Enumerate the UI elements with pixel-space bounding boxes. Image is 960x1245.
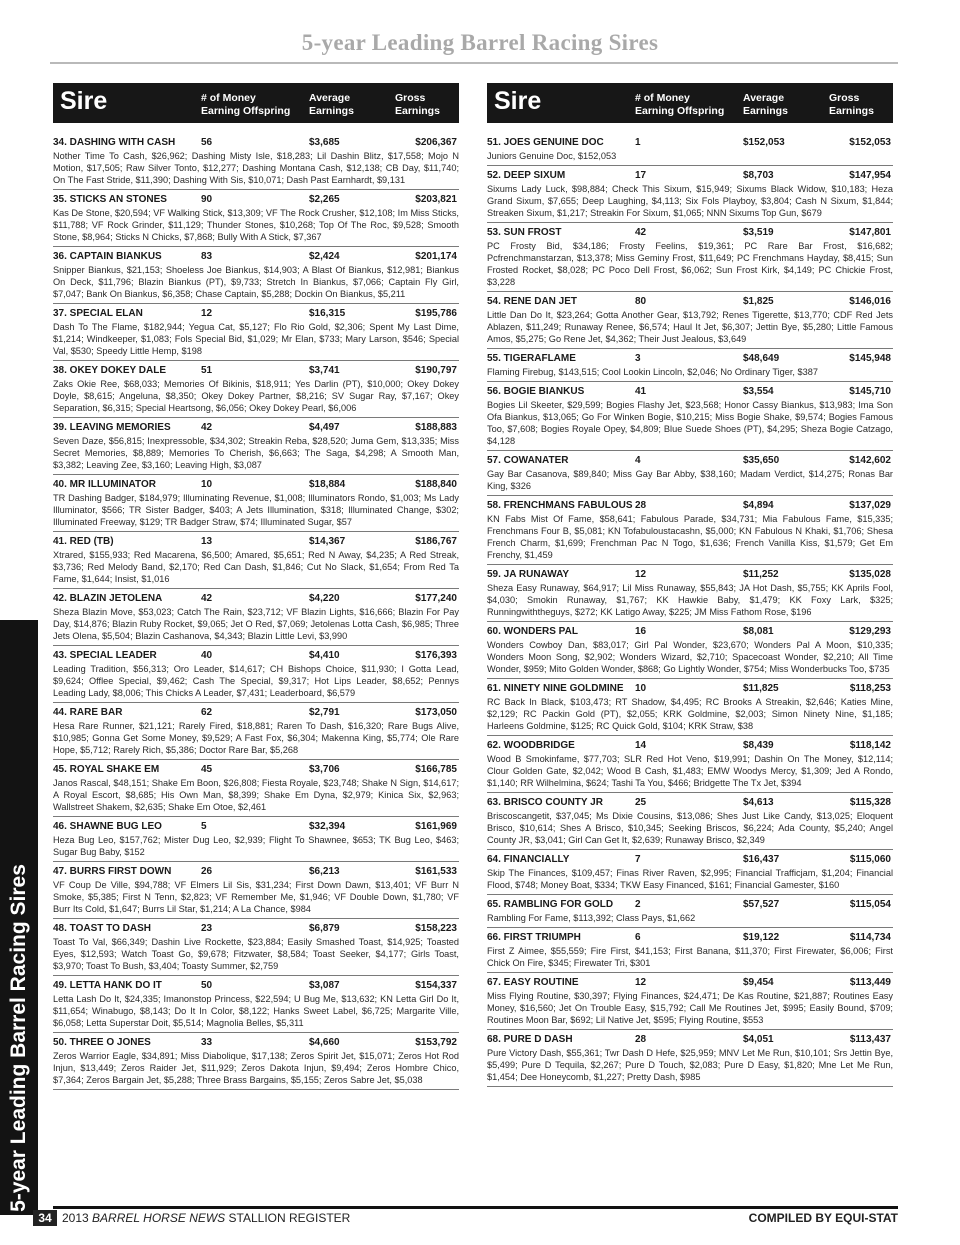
sire-entry	[53, 192, 459, 247]
average-earnings: $3,706	[309, 764, 340, 775]
offspring-list: Hesa Rare Runner, $21,121; Rarely Fired, $18,881; Raren To Dash, $16,320; Rare Bugs Alive, $10,985; Gonna Get Some Money, $9,529; A Fast Fox, $6,304; Makenna King, $5,774; Ole Rare Hope, $5,712; Rarely Rich, $5,386; Doctor Rare Bar, $5,268	[53, 721, 459, 755]
sire-entry	[53, 363, 459, 418]
offspring-count: 7	[635, 854, 641, 865]
sire-entry	[53, 534, 459, 589]
sire-name: 59. JA RUNAWAY	[487, 569, 570, 580]
offspring-count: 17	[635, 170, 647, 181]
sire-entry	[487, 738, 893, 793]
header-gross: Gross Earnings	[395, 92, 440, 117]
offspring-list: Sheza Blazin Move, $53,023; Catch The Rain, $23,712; VF Blazin Lights, $16,666; Blazin For Pay Day, $14,876; Blazin Ruby Rocket, $9,065; Jet O Red, $7,069; Jetolenas Lotta Cash, $6,985; Three Jets Olena, $5,504; Blazin Cashanova, $4,343; Blazin Little Levi, $3,990	[53, 607, 459, 641]
offspring-list: Nother Time To Cash, $26,962; Dashing Misty Isle, $18,283; Lil Dashin Blitz, $17,558; Mojo N Motion, $17,505; Raw Silver Tonto, $12,277; Dashing Montana Cash, $12,138; CB Day, $11,740; On The Fast Stride, $11,390; Dashing With Sis, $10,071; Dash Past Earnhardt, $9,131	[53, 151, 459, 185]
sire-row	[487, 499, 893, 513]
sire-row	[53, 649, 459, 663]
sire-name: 36. CAPTAIN BIANKUS	[53, 251, 162, 262]
gross-earnings: $147,801	[849, 227, 891, 238]
gross-earnings: $146,016	[849, 296, 891, 307]
offspring-count: 90	[201, 194, 213, 205]
page-title: 5-year Leading Barrel Racing Sires	[301, 30, 659, 55]
sire-name: 65. RAMBLING FOR GOLD	[487, 899, 614, 910]
sire-name: 49. LETTA HANK DO IT	[53, 980, 162, 991]
footer-magazine: BARREL HORSE NEWS	[92, 1211, 226, 1225]
average-earnings: $3,685	[309, 137, 340, 148]
sire-entry	[487, 795, 893, 850]
footer-register: STALLION REGISTER	[228, 1211, 351, 1225]
sire-name: 62. WOODBRIDGE	[487, 740, 575, 751]
column-header	[53, 83, 459, 123]
gross-earnings: $195,786	[415, 308, 457, 319]
offspring-count: 33	[201, 1037, 213, 1048]
average-earnings: $8,439	[743, 740, 774, 751]
offspring-count: 16	[635, 626, 647, 637]
offspring-count: 13	[201, 536, 213, 547]
sire-row	[53, 592, 459, 606]
gross-earnings: $161,533	[415, 866, 457, 877]
sire-row	[487, 853, 893, 867]
average-earnings: $19,122	[743, 932, 780, 943]
sire-entry	[53, 648, 459, 703]
offspring-list: First Z Aimee, $55,559; Fire First, $41,153; First Banana, $11,370; First Firewater, $6,006; First Chick On Fire, $345; Firewater Tri, $301	[487, 946, 893, 968]
offspring-count: 51	[201, 365, 213, 376]
gross-earnings: $158,223	[415, 923, 457, 934]
sire-name: 47. BURRS FIRST DOWN	[53, 866, 172, 877]
footer-credit: COMPILED BY EQUI-STAT	[748, 1211, 898, 1225]
sire-entry	[53, 762, 459, 817]
gross-earnings: $188,883	[415, 422, 457, 433]
sire-list-left	[53, 135, 459, 1090]
average-earnings: $1,825	[743, 296, 774, 307]
offspring-list: Toast To Val, $66,349; Dashin Live Rockette, $23,884; Easily Smashed Toast, $14,925; Toasted Eyes, $12,593; Watch Toast Go, $9,678; Fitzwater, $8,584; Toast Seeker, $4,177; Girls Toast, $3,970; Toast To Bush, $3,404; Toasty Summer, $2,759	[53, 937, 459, 971]
footer-rule	[53, 1206, 898, 1209]
gross-earnings: $114,734	[849, 932, 891, 943]
sire-name: 44. RARE BAR	[53, 707, 123, 718]
sire-name: 43. SPECIAL LEADER	[53, 650, 157, 661]
title-rule	[50, 62, 898, 64]
average-earnings: $3,554	[743, 386, 774, 397]
header-average: Average Earnings	[743, 92, 788, 117]
sire-entry	[487, 975, 893, 1030]
offspring-count: 12	[635, 569, 647, 580]
sire-name: 40. MR ILLUMINATOR	[53, 479, 156, 490]
average-earnings: $6,213	[309, 866, 340, 877]
sire-name: 57. COWANATER	[487, 455, 569, 466]
offspring-count: 12	[201, 308, 213, 319]
sire-row	[53, 307, 459, 321]
gross-earnings: $113,449	[849, 977, 891, 988]
right-column	[487, 83, 893, 1089]
sire-name: 58. FRENCHMANS FABULOUS	[487, 500, 633, 511]
sire-entry	[487, 351, 893, 382]
offspring-list: Bogies Lil Skeeter, $29,599; Bogies Flashy Jet, $23,568; Honor Cassy Biankus, $13,983; Ima Son Ofa Biankus, $13,065; Go For Winken Bogie, $10,215; Miss Bogie Shake, $9,574; Bogies Famous Too, $7,608; Bogies Royale Opey, $4,809; Blue Suede Shoes (PT), $4,295; Sheza Bogie Catzago, $4,128	[487, 400, 893, 446]
sire-row	[487, 931, 893, 945]
offspring-count: 3	[635, 353, 641, 364]
average-earnings: $152,053	[743, 137, 785, 148]
average-earnings: $3,519	[743, 227, 774, 238]
sire-row	[487, 454, 893, 468]
offspring-count: 28	[635, 1034, 647, 1045]
sire-name: 46. SHAWNE BUG LEO	[53, 821, 162, 832]
sire-entry	[487, 384, 893, 451]
sire-name: 37. SPECIAL ELAN	[53, 308, 143, 319]
sire-name: 60. WONDERS PAL	[487, 626, 578, 637]
gross-earnings: $115,060	[849, 854, 891, 865]
average-earnings: $8,081	[743, 626, 774, 637]
average-earnings: $14,367	[309, 536, 346, 547]
sire-entry	[487, 624, 893, 679]
offspring-list: Zeros Warrior Eagle, $34,891; Miss Diabolique, $17,138; Zeros Spirit Jet, $15,071; Zeros Hot Rod Injun, $13,449; Zeros Raider Jet, $11,929; Zeros Dakota Injun, $9,494; Zeros Hombre Chico, $7,364; Zeros Bargain Jet, $5,288; Three Brass Bargains, $5,155; Zeros Sabre Jet, $5,038	[53, 1051, 459, 1085]
offspring-list: Snipper Biankus, $21,153; Shoeless Joe Biankus, $14,903; A Blast Of Biankus, $12,981; Biankus On Deck, $11,796; Blazin Biankus (PT), $9,733; Stretch In Biankus, $7,066; Captain Fly Girl, $7,047; Bank On Biankus, $6,358; Chase Captain, $5,288; Dockin On Biankus, $5,211	[53, 265, 459, 299]
sire-entry	[53, 864, 459, 919]
sire-row	[53, 979, 459, 993]
gross-earnings: $154,337	[415, 980, 457, 991]
sire-row	[53, 193, 459, 207]
sire-name: 52. DEEP SIXUM	[487, 170, 566, 181]
sire-row	[487, 739, 893, 753]
sire-name: 42. BLAZIN JETOLENA	[53, 593, 163, 604]
average-earnings: $35,650	[743, 455, 780, 466]
offspring-list: Xtrared, $155,933; Red Macarena, $6,500; Amared, $5,651; Red N Away, $4,235; A Red Streak, $3,736; Red Melody Band, $2,170; Red Can Dash, $1,846; Cut No Slack, $1,654; From Red Ta Fame, $1,644; Insist, $1,016	[53, 550, 459, 584]
sire-name: 50. THREE O JONES	[53, 1037, 151, 1048]
offspring-count: 5	[201, 821, 207, 832]
sire-entry	[487, 930, 893, 973]
sire-entry	[53, 135, 459, 190]
offspring-list: Briscoscangetit, $37,045; Ms Dixie Cousins, $13,086; Shes Just Like Candy, $13,025; Eloquent Brisco, $10,614; Shes A Brisco, $10,345; Seeking Briscos, $6,224; Ada County, $5,240; Angel County JR, $3,041; Girl Can Get It, $2,639; Runaway Brisco, $2,349	[487, 811, 893, 845]
sire-row	[487, 136, 893, 150]
offspring-count: 56	[201, 137, 213, 148]
offspring-count: 10	[635, 683, 647, 694]
average-earnings: $11,252	[743, 569, 779, 580]
gross-earnings: $190,797	[415, 365, 457, 376]
column-header	[487, 83, 893, 123]
sire-row	[487, 796, 893, 810]
sire-row	[53, 820, 459, 834]
offspring-count: 42	[201, 593, 213, 604]
header-num-offspring: # of Money Earning Offspring	[201, 92, 291, 117]
sire-name: 48. TOAST TO DASH	[53, 923, 151, 934]
sire-row	[53, 706, 459, 720]
offspring-count: 23	[201, 923, 213, 934]
sire-row	[53, 250, 459, 264]
offspring-list: Sheza Easy Runaway, $64,917; Lil Miss Runaway, $55,843; JA Hot Dash, $5,755; KK Aprils Fool, $4,030; Smokin Runaway, $1,767; KK Hawkie Baby, $1,479; KK Foxy Lark, $325; Runningwiththeguys, $272; KK Latigo Away, $225; JM Miss Fathom Rose, $196	[487, 583, 893, 617]
offspring-list: RC Back In Black, $103,473; RT Shadow, $4,495; RC Brooks A Streakin, $2,646; Katies Mine, $2,129; RC Packin Gold (PT), $2,055; KRK Goldmine, $2,003; Simon Ninety Nine, $1,185; Harleens Goldmine, $125; RC Quick Gold, $104; KRK Straw, $38	[487, 697, 893, 731]
footer-year: 2013	[62, 1211, 89, 1225]
average-earnings: $16,315	[309, 308, 346, 319]
sire-row	[487, 568, 893, 582]
average-earnings: $2,791	[309, 707, 340, 718]
offspring-list: Skip The Finances, $109,457; Finas River Raven, $2,995; Financial Trafficjam, $1,204; Financial Flood, $748; Money Boat, $334; TKW Easy Financed, $161; Financial Gamester, $160	[487, 868, 893, 890]
sire-row	[53, 421, 459, 435]
gross-earnings: $186,767	[415, 536, 457, 547]
offspring-count: 26	[201, 866, 213, 877]
sire-row	[487, 226, 893, 240]
sire-row	[487, 295, 893, 309]
offspring-count: 2	[635, 899, 641, 910]
average-earnings: $9,454	[743, 977, 774, 988]
sire-row	[487, 682, 893, 696]
sire-entry	[487, 294, 893, 349]
gross-earnings: $173,050	[415, 707, 457, 718]
gross-earnings: $115,328	[849, 797, 891, 808]
offspring-list: Zaks Okie Ree, $68,033; Memories Of Bikinis, $18,911; Yes Darlin (PT), $10,000; Okey Dokey Doyle, $8,615; Angeluna, $8,350; Okey Dokey Partner, $8,216; SV Sugar Ray, $7,167; Okey Separation, $6,315; Special Heartsong, $6,056; Okey Dokey Pearl, $6,006	[53, 379, 459, 413]
offspring-list: TR Dashing Badger, $184,979; Illuminating Revenue, $1,008; Illuminators Rondo, $1,003; Ms Lady Illuminator, $566; TR Sister Badger, $403; A Jets Illumination, $318; Illuminated Change, $302; Illuminated Freeway, $129; TR Badger Straw, $74; Illuminated Sugar, $57	[53, 493, 459, 527]
sire-entry	[53, 591, 459, 646]
sire-entry	[487, 168, 893, 223]
offspring-count: 10	[201, 479, 213, 490]
header-sire: Sire	[494, 87, 542, 115]
sire-row	[53, 364, 459, 378]
sire-entry	[53, 978, 459, 1033]
gross-earnings: $115,054	[849, 899, 891, 910]
sire-row	[487, 625, 893, 639]
sire-name: 35. STICKS AN STONES	[53, 194, 167, 205]
sire-entry	[487, 135, 893, 166]
average-earnings: $57,527	[743, 899, 780, 910]
offspring-count: 40	[201, 650, 213, 661]
sire-row	[487, 385, 893, 399]
sire-name: 61. NINETY NINE GOLDMINE	[487, 683, 624, 694]
offspring-count: 42	[201, 422, 213, 433]
offspring-list: Flaming Firebug, $143,515; Cool Lookin Lincoln, $2,046; No Ordinary Tiger, $387	[487, 367, 818, 377]
average-earnings: $4,220	[309, 593, 340, 604]
offspring-count: 83	[201, 251, 213, 262]
header-num-offspring: # of Money Earning Offspring	[635, 92, 725, 117]
average-earnings: $6,879	[309, 923, 340, 934]
sire-row	[487, 1033, 893, 1047]
sire-row	[487, 169, 893, 183]
offspring-count: 80	[635, 296, 647, 307]
offspring-count: 41	[635, 386, 647, 397]
sire-entry	[53, 1035, 459, 1090]
sire-row	[487, 898, 893, 912]
sire-row	[53, 535, 459, 549]
sire-entry	[487, 1032, 893, 1087]
offspring-list: Wood B Smokinfame, $77,703; SLR Red Hot Veno, $19,991; Dashin On The Money, $12,114; Clour Golden Gate, $2,042; Wood B Cash, $1,483; EMW Woodys Mercy, $1,309; Jed A Rondo, $1,140; RR Wilhelmina, $624; Tashi Ta You, $466; Bridgette The Tx Jet, $394	[487, 754, 893, 788]
sire-entry	[487, 681, 893, 736]
average-earnings: $4,613	[743, 797, 774, 808]
offspring-count: 14	[635, 740, 647, 751]
left-column	[53, 83, 459, 1092]
sire-entry	[53, 921, 459, 976]
offspring-list: Gay Bar Casanova, $89,840; Miss Gay Bar Abby, $38,160; Madam Verdict, $14,275; Ronas Bar King, $326	[487, 469, 893, 491]
offspring-list: Kas De Stone, $20,594; VF Walking Stick, $13,309; VF The Rock Crusher, $12,108; Im Miss Sticks, $11,788; VF Rock Grinder, $11,129; Thunder Stones, $10,268; Top Of The Roc, $9,528; Smooth Stone, $8,964; Sticks N Chicks, $7,868; Bully With A Stick, $7,367	[53, 208, 459, 242]
gross-earnings: $137,029	[849, 500, 891, 511]
offspring-list: Leading Tradition, $56,313; Oro Leader, $14,617; CH Bishops Choice, $11,930; I Gotta Lead, $9,624; Offlee Special, $9,462; Cash The Special, $9,317; Hot Lips Leader, $8,652; Pennys Leading Lady, $8,006; This Chicks A Leader, $7,431; Leaderboard, $6,579	[53, 664, 459, 698]
offspring-list: Letta Lash Do It, $24,335; Imanonstop Princess, $22,594; U Bug Me, $13,632; KN Letta Girl Do It, $11,654; Winabugo, $8,143; Do It In Color, $8,122; Hanks Sweet Label, $6,725; Margarite Ville, $6,058; Letta Superstar Doit, $5,514; Magnolia Belles, $5,311	[53, 994, 459, 1028]
offspring-list: Wonders Cowboy Dan, $83,017; Girl Pal Wonder, $23,670; Wonders Pal A Moon, $10,335; Wonders Moon Song, $2,902; Wonders Wizard, $2,710; Spacecoast Wonder, $2,210; All Time Wonder, $959; Mito Golden Wonder, $868; Go Lightly Wonder, $754; Miss Wonderbucks Too, $735	[487, 640, 893, 674]
sire-list-right	[487, 135, 893, 1087]
average-earnings: $4,497	[309, 422, 340, 433]
offspring-list: Sixums Lady Luck, $98,884; Check This Sixum, $15,949; Sixums Black Widow, $10,183; Heza Grand Sixum, $7,655; Deep Laughing, $4,113; Six Fols Playboy, $3,804; Cash N Sixum, $1,844; Streaken Sixum, $1,217; Streakin For Sixum, $1,065; NNN Sixums Top Gun, $679	[487, 184, 893, 218]
gross-earnings: $113,437	[849, 1034, 891, 1045]
offspring-count: 4	[635, 455, 641, 466]
average-earnings: $16,437	[743, 854, 780, 865]
offspring-count: 28	[635, 500, 647, 511]
header-sire: Sire	[60, 87, 108, 115]
gross-earnings: $161,969	[415, 821, 457, 832]
average-earnings: $11,825	[743, 683, 779, 694]
offspring-list: Juniors Genuine Doc, $152,053	[487, 151, 617, 161]
average-earnings: $48,649	[743, 353, 780, 364]
offspring-count: 12	[635, 977, 647, 988]
sire-entry	[53, 306, 459, 361]
gross-earnings: $176,393	[415, 650, 457, 661]
sire-entry	[53, 705, 459, 760]
sire-name: 56. BOGIE BIANKUS	[487, 386, 585, 397]
average-earnings: $2,265	[309, 194, 340, 205]
offspring-list: VF Coup De Ville, $94,788; VF Elmers Lil Sis, $31,234; First Down Dawn, $13,401; VF Burr N Smoke, $5,385; First N Tenn, $2,823; VF Remember Me, $1,946; VF Double Down, $1,780; VF Burr Its Cold, $1,647; Burrs Lil Star, $1,214; A La Chance, $984	[53, 880, 459, 914]
offspring-count: 42	[635, 227, 647, 238]
sire-entry	[487, 852, 893, 895]
offspring-list: Janos Rascal, $48,151; Shake Em Boon, $26,808; Fiesta Royale, $23,748; Shake N Sign, $14,617; A Royal Escort, $8,685; His Own Man, $8,399; Shake Em Dyna, $2,979; Kinica Six, $2,963; Wallstreet Shakem, $2,635; Shake Em Otoe, $2,461	[53, 778, 459, 812]
gross-earnings: $188,840	[415, 479, 457, 490]
gross-earnings: $166,785	[415, 764, 457, 775]
sire-name: 53. SUN FROST	[487, 227, 562, 238]
gross-earnings: $118,142	[849, 740, 891, 751]
gross-earnings: $201,174	[415, 251, 457, 262]
sire-name: 66. FIRST TRIUMPH	[487, 932, 581, 943]
offspring-list: Dash To The Flame, $182,944; Yegua Cat, $5,127; Flo Rio Gold, $2,306; Spent My Last Dime, $1,214; Windkeeper, $1,083; Fols Special Bid, $1,029; Mr Elan, $733; Mary Larson, $546; Special Val, $530; Speedy Little Hemp, $198	[53, 322, 459, 356]
offspring-list: Rambling For Fame, $113,392; Class Pays, $1,662	[487, 913, 696, 923]
offspring-count: 1	[635, 137, 641, 148]
gross-earnings: $118,253	[849, 683, 891, 694]
offspring-list: PC Frosty Bid, $34,186; Frosty Feelins, $19,361; PC Rare Bar Frost, $16,682; Pcfrenchmanstarzan, $13,378; Miss Geminy Frost, $11,649; PC Frenchmans Hayday, $8,415; Sun Frosted Rocket, $8,028; PC Poco Dell Frost, $6,062; Sun Frost Kirk, $4,149; PC Chickie Frost, $3,228	[487, 241, 893, 287]
sire-entry	[487, 225, 893, 292]
offspring-count: 25	[635, 797, 647, 808]
gross-earnings: $147,954	[849, 170, 891, 181]
footer-publication	[62, 1210, 350, 1226]
sire-row	[53, 478, 459, 492]
gross-earnings: $135,028	[849, 569, 891, 580]
offspring-list: KN Fabs Mist Of Fame, $58,641; Fabulous Parade, $34,731; Mia Fabulous Fame, $15,335; Frenchmans Four B, $5,081; KN Tofabuloustacashn, $5,000; KN Fabulous N Khaki, $1,706; Shesa French Charm, $1,699; Frenchman Pac N Togo, $1,636; French Vanilla Kiss, $1,579; Get Em Frenchy, $1,459	[487, 514, 893, 560]
gross-earnings: $153,792	[415, 1037, 457, 1048]
average-earnings: $32,394	[309, 821, 346, 832]
sire-row	[487, 976, 893, 990]
gross-earnings: $203,821	[415, 194, 457, 205]
sire-row	[487, 352, 893, 366]
sire-entry	[487, 897, 893, 928]
sire-name: 55. TIGERAFLAME	[487, 353, 576, 364]
average-earnings: $4,660	[309, 1037, 340, 1048]
average-earnings: $2,424	[309, 251, 340, 262]
sire-row	[53, 136, 459, 150]
sire-row	[53, 1036, 459, 1050]
gross-earnings: $142,602	[849, 455, 891, 466]
offspring-count: 45	[201, 764, 213, 775]
offspring-count: 50	[201, 980, 213, 991]
average-earnings: $8,703	[743, 170, 774, 181]
sire-name: 51. JOES GENUINE DOC	[487, 137, 604, 148]
sire-row	[53, 922, 459, 936]
header-gross: Gross Earnings	[829, 92, 874, 117]
sire-name: 64. FINANCIALLY	[487, 854, 570, 865]
offspring-list: Heza Bug Leo, $157,762; Mister Dug Leo, $2,939; Flight To Shawnee, $653; TK Bug Leo, $463; Sugar Bug Baby, $152	[53, 835, 459, 857]
gross-earnings: $145,948	[849, 353, 891, 364]
average-earnings: $3,741	[309, 365, 340, 376]
average-earnings: $4,410	[309, 650, 340, 661]
sire-entry	[53, 249, 459, 304]
sire-row	[53, 763, 459, 777]
offspring-count: 6	[635, 932, 641, 943]
sire-name: 54. RENE DAN JET	[487, 296, 578, 307]
gross-earnings: $152,053	[849, 137, 891, 148]
sire-entry	[487, 498, 893, 565]
sire-name: 39. LEAVING MEMORIES	[53, 422, 171, 433]
sire-name: 45. ROYAL SHAKE EM	[53, 764, 160, 775]
sire-row	[53, 865, 459, 879]
gross-earnings: $177,240	[415, 593, 457, 604]
average-earnings: $4,051	[743, 1034, 774, 1045]
offspring-list: Miss Flying Routine, $30,397; Flying Finances, $24,471; De Kas Routine, $21,887; Routines Easy Money, $16,560; Jet On Trouble Easy, $15,792; Call Me Routines Jet, $995; Easily Bound, $709; Routines Moon Bar, $692; Lil Native Jet, $595; Flying Routine, $553	[487, 991, 893, 1025]
sire-name: 34. DASHING WITH CASH	[53, 137, 176, 148]
page-number: 34	[33, 1210, 57, 1226]
offspring-list: Pure Victory Dash, $55,361; Twr Dash D Hefe, $25,959; MNV Let Me Run, $10,101; Srs Jettin Bye, $5,499; Pure D Tequila, $2,267; Pure D Touch, $2,083; Pure D Easy, $1,820; Mne Let Me Run, $1,454; Dee Honeycomb, $1,227; Pretty Dash, $985	[487, 1048, 893, 1082]
sire-entry	[53, 819, 459, 862]
sire-name: 41. RED (TB)	[53, 536, 114, 547]
offspring-list: Little Dan Do It, $23,264; Gotta Another Gear, $13,792; Renes Tigerette, $13,770; CDF Red Jets Ablazen, $11,249; Runaway Renee, $6,574; Haul It Jet, $6,307; Jettin Bye, $5,280; Little Famous Amos, $5,275; Go Rene Jet, $4,362; Their Just Jealous, $3,649	[487, 310, 893, 344]
sire-entry	[53, 477, 459, 532]
gross-earnings: $206,367	[415, 137, 457, 148]
offspring-list: Seven Daze, $56,815; Inexpressoble, $34,302; Streakin Reba, $28,520; Juma Gem, $13,335; Miss Secret Memories, $8,889; Memories To Cherish, $6,663; The Saga, $4,298; A Smooth Man, $3,382; Leaving Zee, $3,160; Leaving High, $3,087	[53, 436, 459, 470]
sire-name: 67. EASY ROUTINE	[487, 977, 579, 988]
sire-name: 63. BRISCO COUNTY JR	[487, 797, 603, 808]
average-earnings: $18,884	[309, 479, 346, 490]
sire-entry	[487, 453, 893, 496]
offspring-count: 62	[201, 707, 213, 718]
side-label: 5-year Leading Barrel Racing Sires	[7, 864, 30, 1212]
header-average: Average Earnings	[309, 92, 354, 117]
gross-earnings: $129,293	[849, 626, 891, 637]
sire-entry	[487, 567, 893, 622]
sire-entry	[53, 420, 459, 475]
average-earnings: $3,087	[309, 980, 340, 991]
sire-name: 38. OKEY DOKEY DALE	[53, 365, 166, 376]
sire-name: 68. PURE D DASH	[487, 1034, 573, 1045]
average-earnings: $4,894	[743, 500, 774, 511]
gross-earnings: $145,710	[849, 386, 891, 397]
